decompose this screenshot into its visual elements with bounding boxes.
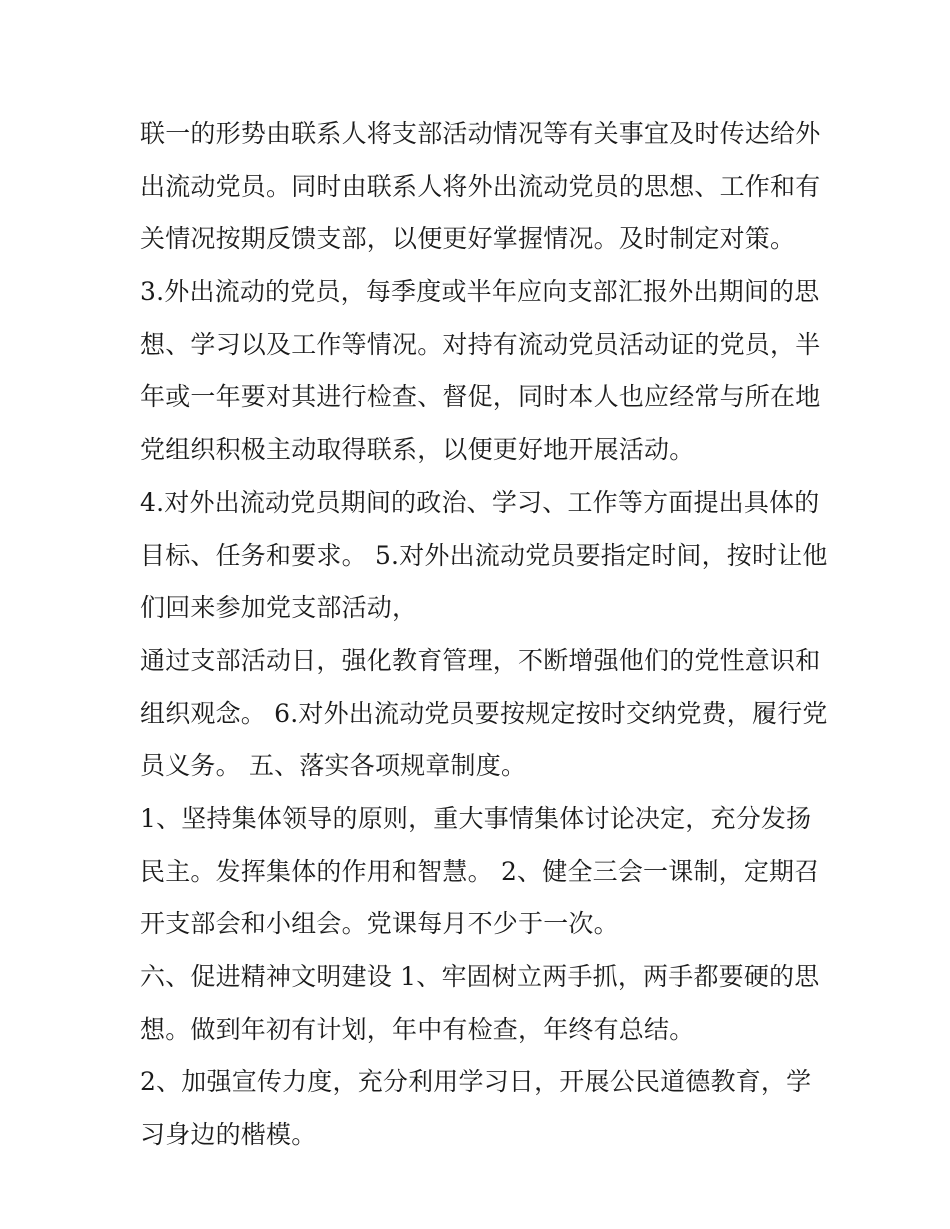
text-line: 通过支部活动日，强化教育管理，不断增强他们的党性意识和 [140,645,821,675]
text-line: 2、加强宣传力度，充分利用学习日，开展公民道德教育，学 [140,1067,812,1097]
text-line: 1、坚持集体领导的原则，重大事情集体讨论决定，充分发扬 [140,803,812,833]
text-line: 出流动党员。同时由联系人将外出流动党员的思想、工作和有 [140,171,821,201]
text-line: 3.外出流动的党员，每季度或半年应向支部汇报外出期间的思 [140,277,820,307]
text-line: 员义务。 五、落实各项规章制度。 [140,751,527,781]
text-line: 民主。发挥集体的作用和智慧。 2、健全三会一课制，定期召 [140,856,820,886]
text-line: 六、促进精神文明建设 1、牢固树立两手抓，两手都要硬的思 [140,962,820,991]
text-line: 党组织积极主动取得联系，以便更好地开展活动。 [140,435,695,465]
text-line: 们回来参加党支部活动， [140,593,418,623]
text-line: 关情况按期反馈支部，以便更好掌握情况。及时制定对策。 [140,224,796,254]
text-line: 开支部会和小组会。党课每月不少于一次。 [140,909,619,939]
text-line: 组织观念。 6.对外出流动党员要按规定按时交纳党费，履行党 [140,698,828,728]
text-line: 目标、任务和要求。 5.对外出流动党员要指定时间，按时让他 [140,540,828,570]
text-line: 想、学习以及工作等情况。对持有流动党员活动证的党员，半 [140,329,821,359]
text-line: 联一的形势由联系人将支部活动情况等有关事宜及时传达给外 [140,119,821,148]
text-line: 年或一年要对其进行检查、督促，同时本人也应经常与所在地 [140,382,821,412]
text-line: 想。做到年初有计划，年中有检查，年终有总结。 [140,1014,695,1044]
document-body [140,108,828,1162]
text-line: 习身边的楷模。 [140,1120,317,1150]
text-line: 4.对外出流动党员期间的政治、学习、工作等方面提出具体的 [140,487,820,517]
